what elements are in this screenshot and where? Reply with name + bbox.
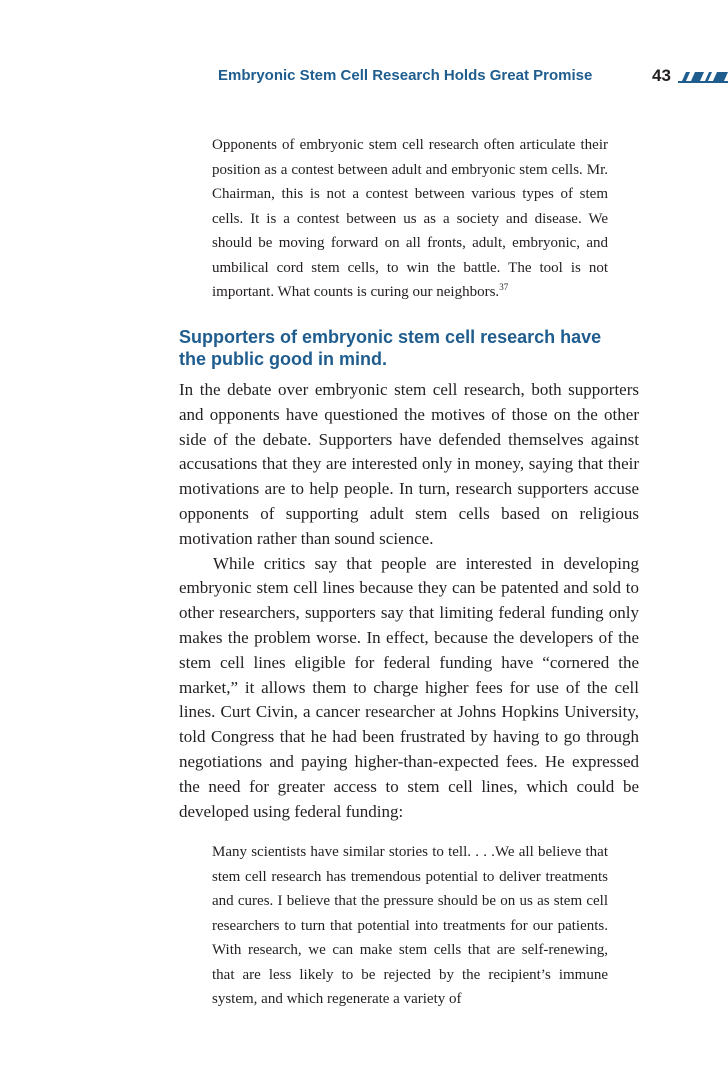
- body-text: [179, 378, 639, 824]
- block-quote-civin: Many scientists have similar stories to tell. . . .We all believe that stem cell research has tremendous potential to deliver treatments and cures. I believe that the pressure should be on us as stem cell researchers to turn that potential into treatments for our patients. With research, we can make stem cells that are self-renewing, that are less likely to be rejected by the recipient’s immune system, and which regenerate a variety of: [212, 844, 608, 1007]
- body-paragraph: While critics say that people are interested in developing embryonic stem cell lines because they can be patented and sold to other researchers, supporters say that limiting federal funding only makes the problem worse. In effect, because the developers of the stem cell lines eligible for federal funding have “cornered the market,” it allows them to charge higher fees for use of the cell lines. Curt Civin, a cancer researcher at Johns Hopkins University, told Congress that he had been frustrated by having to go through negotiations and paying higher-than-expected fees. He expressed the need for greater access to stem cell lines, which could be developed using federal funding:: [179, 553, 639, 821]
- footnote-marker: 37: [499, 282, 509, 292]
- body-paragraph: In the debate over embryonic stem cell research, both supporters and opponents have questioned the motives of those on the other side of the debate. Supporters have defended themselves against accusations that they are interested only in money, saying that their motivations are to help people. In turn, research supporters accuse opponents of supporting adult stem cells based on religious motivation rather than sound science.: [179, 380, 639, 548]
- running-head-title: Embryonic Stem Cell Research Holds Great Promise: [218, 67, 593, 84]
- block-quote-opponents: [212, 133, 608, 305]
- page-stripe-decoration: [678, 72, 728, 84]
- page-number: 43: [652, 66, 671, 85]
- section-heading: Supporters of embryonic stem cell research have the public good in mind.: [179, 327, 602, 369]
- block-quote-text: Opponents of embryonic stem cell research often articulate their position as a contest between adult and embryonic stem cells. Mr. Chairman, this is not a contest between various types of stem cells. It is a contest between us as a society and disease. We should be moving forward on all fronts, adult, embryonic, and umbilical cord stem cells, to win the battle. The tool is not important. What counts is curing our neighbors.: [212, 137, 608, 300]
